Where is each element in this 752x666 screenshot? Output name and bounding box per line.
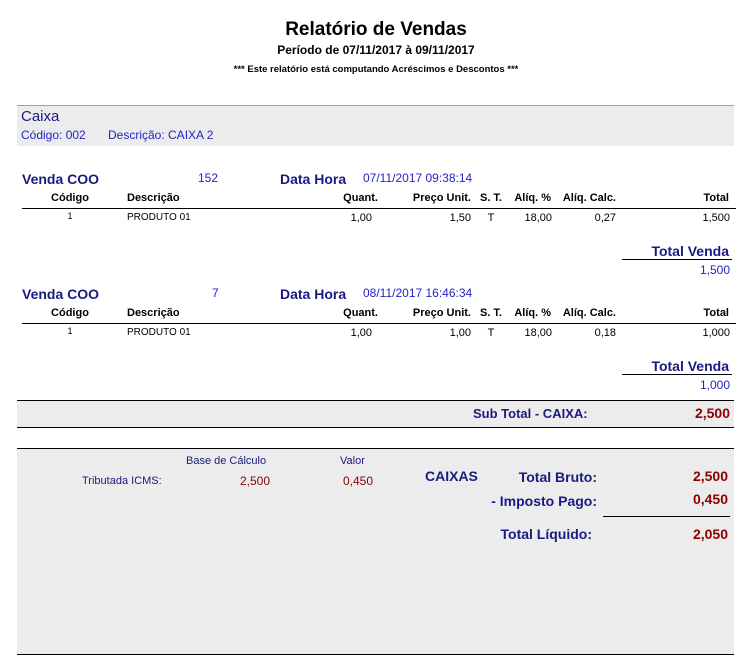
report-note: *** Este relatório está computando Acréscimos e Descontos ***: [233, 64, 519, 75]
liquido-divider: [603, 516, 730, 517]
subtotal-label: Sub Total - CAIXA:: [473, 406, 588, 421]
item-total: 1,500: [702, 212, 730, 224]
item-aliq-calc: 0,27: [594, 212, 616, 224]
col-header-preco: Preço Unit.: [412, 192, 471, 204]
imposto-pago-label: - Imposto Pago:: [491, 493, 597, 509]
sale-total-value: 1,500: [699, 263, 730, 277]
sale-datetime-value: 07/11/2017 09:38:14: [363, 171, 473, 185]
col-header-aliq: Alíq. %: [514, 307, 551, 319]
sale-datetime-value: 08/11/2017 16:46:34: [363, 286, 473, 300]
header-divider: [22, 208, 736, 209]
col-header-total: Total: [703, 192, 729, 204]
subtotal-band: [17, 400, 734, 428]
item-preco: 1,50: [449, 212, 471, 224]
sale-coo-label: Venda COO: [22, 171, 100, 187]
item-st: T: [487, 212, 495, 224]
total-liquido-label: Total Líquido:: [500, 526, 592, 542]
group-name: Caixa: [21, 108, 60, 125]
item-aliq-calc: 0,18: [594, 327, 616, 339]
subtotal-value: 2,500: [694, 405, 730, 421]
sale-datetime-label: Data Hora: [280, 286, 347, 302]
item-codigo: 1: [67, 326, 73, 336]
col-header-total: Total: [703, 307, 729, 319]
sale-total-divider: [622, 374, 732, 375]
item-quant: 1,00: [350, 327, 372, 339]
header-divider: [22, 323, 736, 324]
sale-coo-label: Venda COO: [22, 286, 100, 302]
valor-value: 0,450: [342, 474, 373, 488]
item-codigo: 1: [67, 211, 73, 221]
caixas-label: CAIXAS: [425, 468, 478, 484]
col-header-codigo: Código: [51, 192, 89, 204]
col-header-preco: Preço Unit.: [412, 307, 471, 319]
item-descricao: PRODUTO 01: [127, 212, 191, 223]
sale-coo-value: 152: [198, 171, 219, 185]
item-total: 1,000: [702, 327, 730, 339]
sale-total-label: Total Venda: [651, 358, 729, 374]
tributada-icms-label: Tributada ICMS:: [82, 475, 162, 487]
total-liquido-value: 2,050: [692, 526, 728, 542]
col-header-st: S. T.: [479, 192, 502, 204]
sale-datetime-label: Data Hora: [280, 171, 347, 187]
col-header-st: S. T.: [479, 307, 502, 319]
group-code: Código: 002: [21, 128, 86, 142]
valor-header: Valor: [340, 455, 365, 467]
col-header-descricao: Descrição: [127, 192, 180, 204]
col-header-descricao: Descrição: [127, 307, 180, 319]
item-st: T: [487, 327, 495, 339]
sale-total-divider: [622, 259, 732, 260]
total-bruto-value: 2,500: [692, 468, 728, 484]
imposto-pago-value: 0,450: [692, 491, 728, 507]
sale-total-label: Total Venda: [651, 243, 729, 259]
base-calculo-header: Base de Cálculo: [186, 455, 267, 467]
item-quant: 1,00: [350, 212, 372, 224]
report-title: Relatório de Vendas: [285, 19, 467, 40]
item-descricao: PRODUTO 01: [127, 327, 191, 338]
col-header-quant: Quant.: [343, 192, 378, 204]
sale-total-value: 1,000: [699, 378, 730, 392]
col-header-aliq: Alíq. %: [514, 192, 551, 204]
report-period: Período de 07/11/2017 à 09/11/2017: [277, 43, 475, 57]
col-header-codigo: Código: [51, 307, 89, 319]
item-aliq: 18,00: [524, 212, 552, 224]
base-calculo-value: 2,500: [239, 474, 270, 488]
item-preco: 1,00: [449, 327, 471, 339]
col-header-aliq-calc: Alíq. Calc.: [562, 307, 616, 319]
item-aliq: 18,00: [524, 327, 552, 339]
sale-coo-value: 7: [212, 286, 219, 300]
group-description: Descrição: CAIXA 2: [108, 128, 214, 142]
col-header-quant: Quant.: [343, 307, 378, 319]
total-bruto-label: Total Bruto:: [518, 469, 597, 485]
col-header-aliq-calc: Alíq. Calc.: [562, 192, 616, 204]
